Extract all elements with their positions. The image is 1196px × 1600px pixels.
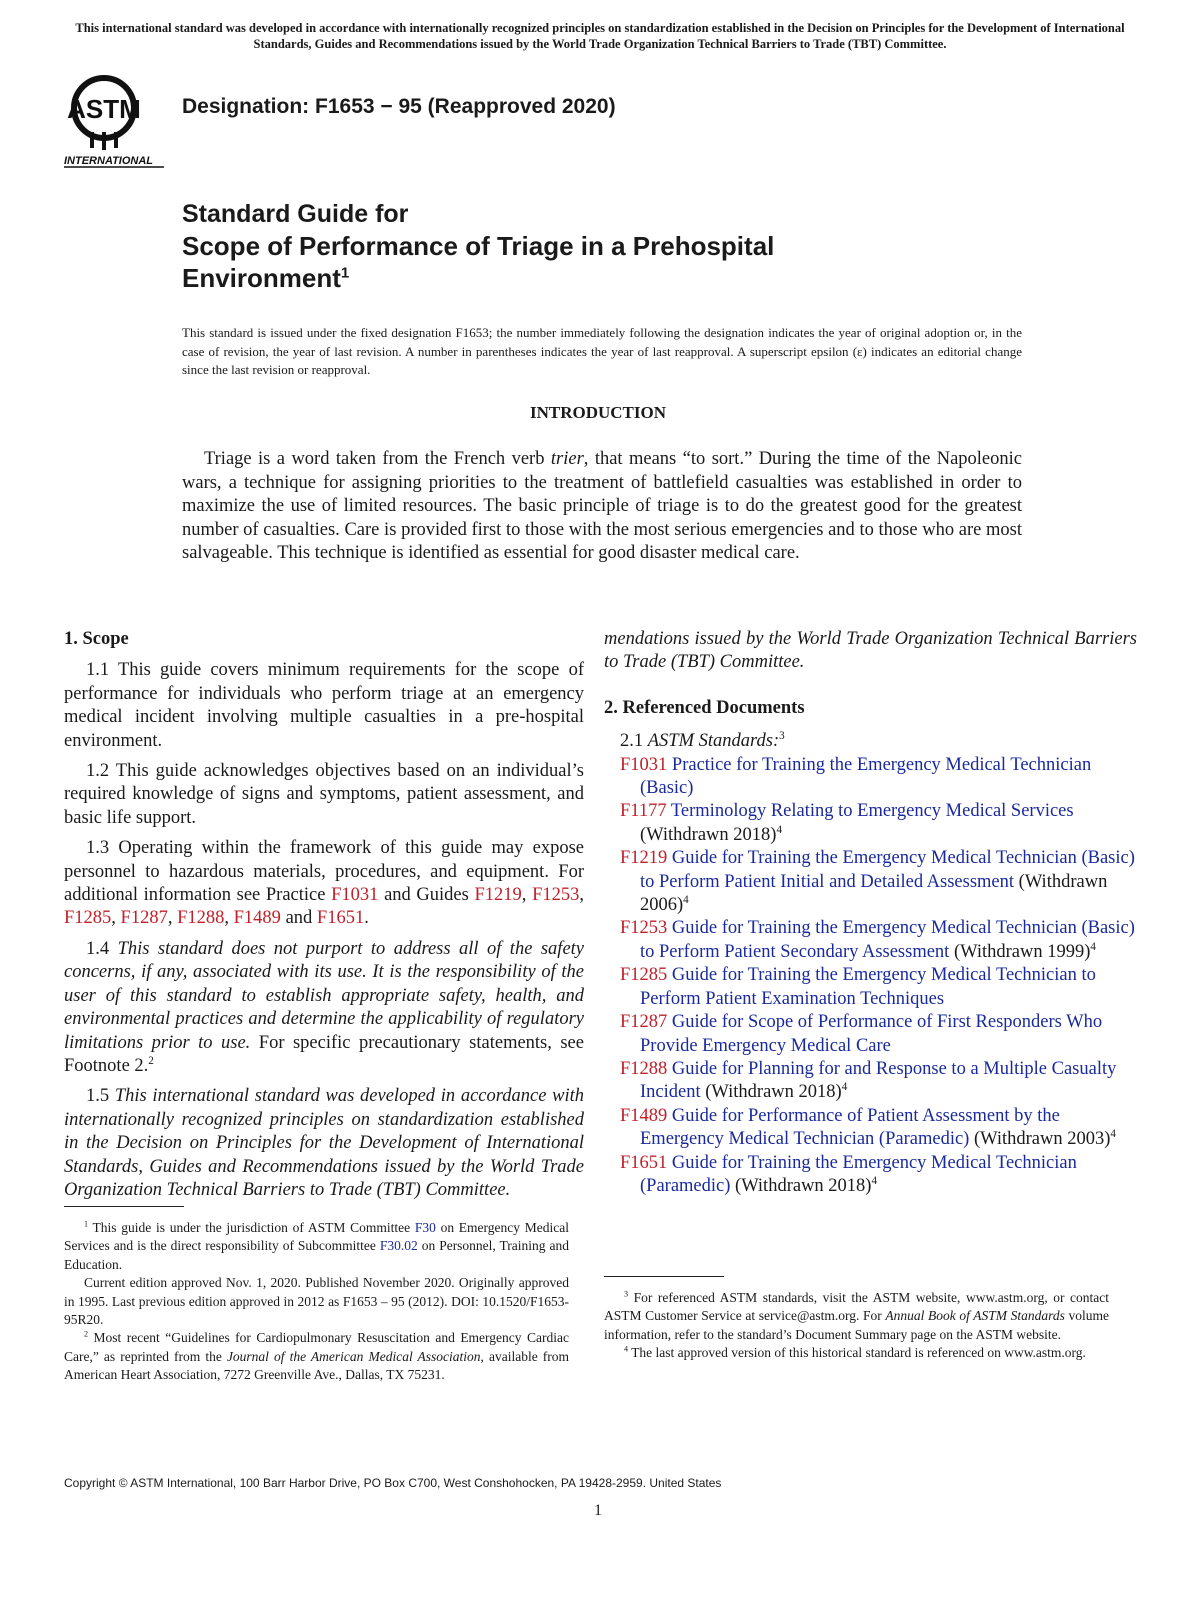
reference-title-link[interactable]: Terminology Relating to Emergency Medical Services xyxy=(670,801,1074,822)
right-footnotes xyxy=(604,1276,1109,1363)
reference-item xyxy=(620,1058,1137,1105)
reference-status: (Withdrawn 1999) xyxy=(949,941,1091,962)
reference-footnote-mark: 4 xyxy=(841,1081,848,1094)
reference-item xyxy=(620,754,1137,801)
reference-footnote-mark: 4 xyxy=(871,1174,878,1187)
reference-title-link[interactable]: Guide for Scope of Performance of First Responders Who Provide Emergency Medical Care xyxy=(640,1012,1103,1056)
reference-title-link[interactable]: Guide for Training the Emergency Medical Technician (Basic) to Perform Patient Secondary Assessment xyxy=(640,918,1135,962)
link-f30-02[interactable]: F30.02 xyxy=(379,1238,418,1254)
footnote-2: $^2$ Most recent “Guidelines for Cardiopulmonary Resuscitation and Emergency Cardiac Care,” as reprinted from the Journal of the American Medical Association, available from American Heart Association, 7272 Greenville Ave., Dallas, TX 75231. xyxy=(64,1329,570,1383)
page-number: 1 xyxy=(594,1502,602,1519)
introduction-text: Triage is a word taken from the French verb trier, that means “to sort.” During the time of the Napoleonic wars, a technique for assigning priorities to the treatment of battlefield casualties was established in order to maximize the use of limited resources. The basic principle of triage is to do the greatest good for the greatest number of casualties. Care is provided first to those with the most serious emergencies and to those who are most salvageable. This technique is identified as essential for good disaster medical care. xyxy=(182,449,1022,564)
designation: Designation: F1653 − 95 (Reapproved 2020) xyxy=(182,95,616,118)
svg-text:INTERNATIONAL: INTERNATIONAL xyxy=(64,155,154,167)
link-f1285[interactable]: F1285 xyxy=(64,908,112,929)
reference-item xyxy=(620,800,1137,847)
link-f1651[interactable]: F1651 xyxy=(316,908,365,929)
footnote-1-edition: Current edition approved Nov. 1, 2020. Published November 2020. Originally approved in 1995. Last previous edition approved in 2012 as F1653 – 95 (2012). DOI: 10.1520/F1653-95R20. xyxy=(64,1275,569,1328)
left-column xyxy=(64,628,584,1209)
reference-code-link[interactable]: F1253 xyxy=(620,918,668,939)
reference-code-link[interactable]: F1287 xyxy=(620,1012,668,1033)
scope-1-2: 1.2 This guide acknowledges objectives based on an individual’s required knowledge of signs and symptoms, patient assessment, and basic life support. xyxy=(64,761,584,828)
referenced-heading: 2. Referenced Documents xyxy=(604,697,805,718)
reference-code-link[interactable]: F1288 xyxy=(620,1058,668,1079)
scope-1-1: 1.1 This guide covers minimum requirements for the scope of performance for individuals who perform triage at an emergency medical incident involving multiple casualties in a pre-hospital environment. xyxy=(64,660,584,751)
scope-1-3: 1.3 Operating within the framework of this guide may expose personnel to hazardous materials, procedures, and equipment. For additional information see Practice F1031 and Guides F1219, F1253, F1285, F1287, F1288, F1489 and F1651. xyxy=(64,838,584,929)
title-line-1: Standard Guide for xyxy=(182,200,409,228)
link-f30[interactable]: F30 xyxy=(414,1220,436,1235)
reference-item xyxy=(620,1105,1137,1152)
title-line-3: Environment xyxy=(182,263,341,293)
reference-title-link[interactable]: Guide for Training the Emergency Medical Technician to Perform Patient Examination Techniques xyxy=(640,965,1096,1009)
reference-list xyxy=(620,754,1137,1199)
reference-item xyxy=(620,964,1137,1011)
left-footnotes xyxy=(64,1206,569,1385)
title-footnote-mark: 1 xyxy=(340,264,350,282)
astm-standards-label: 2.1 ASTM Standards:$^3$ xyxy=(620,730,785,752)
reference-code-link[interactable]: F1651 xyxy=(620,1152,668,1173)
reference-title-link[interactable]: Guide for Training the Emergency Medical Technician (Paramedic) xyxy=(640,1152,1077,1196)
footnote-1: $^1$ This guide is under the jurisdiction of ASTM Committee F30 on Emergency Medical Services and is the direct responsibility of Subcommittee F30.02 on Personnel, Training and Education. xyxy=(64,1219,569,1272)
footnote-rule xyxy=(64,1206,184,1207)
scope-1-5-continued: mendations issued by the World Trade Organization Technical Barriers to Trade (TBT) Committee. xyxy=(604,629,1137,673)
reference-code-link[interactable]: F1031 xyxy=(620,754,668,775)
reference-code-link[interactable]: F1489 xyxy=(620,1105,668,1126)
footnote-4: $^4$ The last approved version of this historical standard is referenced on www.astm.org. xyxy=(624,1344,1086,1361)
link-f1219[interactable]: F1219 xyxy=(474,885,522,906)
link-f1253[interactable]: F1253 xyxy=(532,885,580,906)
scope-1-4: 1.4 This standard does not purport to address all of the safety concerns, if any, associated with its use. It is the responsibility of the user of this standard to establish appropriate safety, health, and environmental practices and determine the applicability of regulatory limitations prior to use. For specific precautionary statements, see Footnote 2.$^2$ xyxy=(64,938,585,1076)
reference-item xyxy=(620,1152,1137,1199)
reference-status: (Withdrawn 2018) xyxy=(640,824,777,845)
title-line-2: Scope of Performance of Triage in a Prehospital xyxy=(182,231,775,261)
link-f1489[interactable]: F1489 xyxy=(233,908,281,929)
reference-footnote-mark: 4 xyxy=(683,893,689,906)
astm-logo xyxy=(62,70,172,170)
reference-status: (Withdrawn 2006) xyxy=(640,871,1108,916)
link-f1287[interactable]: F1287 xyxy=(120,908,168,929)
scope-heading: 1. Scope xyxy=(64,629,129,649)
reference-title-link[interactable]: Guide for Training the Emergency Medical Technician (Basic) to Perform Patient Initial and Detailed Assessment xyxy=(640,848,1135,892)
reference-title-link[interactable]: Guide for Performance of Patient Assessment by the Emergency Medical Technician (Paramedic) xyxy=(640,1105,1060,1150)
header-notice: This international standard was developed in accordance with internationally recognized principles on standardization established in the Decision on Principles for the Development of International Standards, Guides and Recommendations issued by the World Trade Organization Technical Barriers to Trade (TBT) Committee. xyxy=(75,21,1125,51)
reference-code-link[interactable]: F1285 xyxy=(620,965,668,986)
reference-footnote-mark: 4 xyxy=(1110,1127,1116,1140)
copyright-footer: Copyright © ASTM International, 100 Barr Harbor Drive, PO Box C700, West Conshohocken, PA 19428-2959. United States xyxy=(64,1476,722,1490)
reference-footnote-mark: 4 xyxy=(1090,940,1096,953)
introduction-heading: INTRODUCTION xyxy=(529,403,667,422)
reference-item xyxy=(620,847,1137,917)
reference-item xyxy=(620,1011,1137,1058)
reference-title-link[interactable]: Practice for Training the Emergency Medical Technician (Basic) xyxy=(640,754,1092,799)
scope-1-5: 1.5 This international standard was developed in accordance with internationally recognized principles on standardization established in the Decision on Principles for the Development of International Standards, Guides and Recommendations issued by the World Trade Organization Technical Barriers to Trade (TBT) Committee. xyxy=(64,1086,585,1200)
link-f1288[interactable]: F1288 xyxy=(177,908,225,929)
reference-code-link[interactable]: F1177 xyxy=(620,801,667,822)
reference-item xyxy=(620,917,1137,964)
footnote-rule-right xyxy=(604,1276,724,1277)
reference-title-link[interactable]: Guide for Planning for and Response to a Multiple Casualty Incident xyxy=(640,1058,1117,1103)
issue-note: This standard is issued under the fixed designation F1653; the number immediately following the designation indicates the year of original adoption or, in the case of revision, the year of last revision. A number in parentheses indicates the year of last reapproval. A superscript epsilon (ε) indicates an editorial change since the last revision or reapproval. xyxy=(182,325,1022,377)
link-f1031[interactable]: F1031 xyxy=(331,885,379,906)
reference-status: (Withdrawn 2018) xyxy=(700,1082,842,1103)
reference-code-link[interactable]: F1219 xyxy=(620,848,668,869)
reference-status: (Withdrawn 2018) xyxy=(730,1175,872,1196)
document-title xyxy=(182,198,982,294)
reference-status: (Withdrawn 2003) xyxy=(969,1129,1111,1150)
svg-text:ASTM: ASTM xyxy=(67,94,141,124)
footnote-3: $^3$ For referenced ASTM standards, visit the ASTM website, www.astm.org, or contact ASTM Customer Service at service@astm.org. For Annual Book of ASTM Standards volume information, refer to the standard’s Document Summary page on the ASTM website. xyxy=(604,1289,1110,1342)
reference-footnote-mark: 4 xyxy=(776,823,782,836)
right-column xyxy=(604,628,1137,1198)
